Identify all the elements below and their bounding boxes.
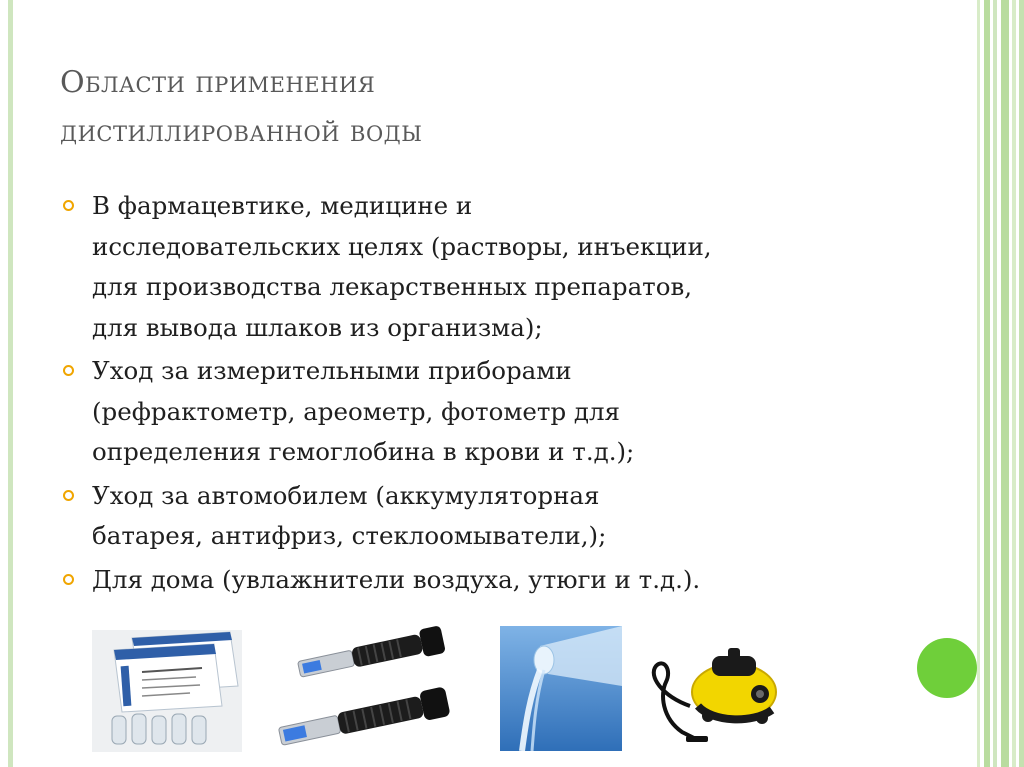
- right-stripe: [977, 0, 980, 767]
- slide-title: [60, 58, 940, 156]
- bullet-ring-icon: [63, 200, 74, 211]
- refractometers-icon: [268, 626, 476, 750]
- bullet-line: определения гемоглобина в крови и т.д.);: [92, 437, 635, 466]
- bullet-list: [62, 186, 922, 603]
- bullet-line: Уход за измерительными приборами: [92, 356, 572, 385]
- left-border-bar: [8, 0, 13, 767]
- refractometer-photo: [268, 626, 476, 750]
- water-bottle-pouring-icon: [500, 626, 622, 751]
- water-pouring-photo: [500, 626, 622, 751]
- bullet-item-pharmacy: [62, 186, 922, 348]
- bullet-line: (рефрактометр, ареометр, фотометр для: [92, 396, 621, 426]
- bullet-line: Уход за автомобилем (аккумуляторная: [92, 480, 600, 510]
- distilled-water-ampoules-icon: [92, 630, 242, 752]
- right-stripe: [1012, 0, 1016, 767]
- bullet-item-car: [62, 476, 922, 557]
- right-stripe: [1001, 0, 1009, 767]
- bullet-line: для производства лекарственных препаратов,: [92, 272, 693, 301]
- right-stripe: [993, 0, 997, 767]
- green-circle-decoration: [917, 638, 977, 698]
- bullet-line: для вывода шлаков из организма);: [92, 312, 543, 342]
- ampoules-photo: [92, 630, 242, 752]
- bullet-ring-icon: [63, 365, 74, 376]
- bullet-line: Для дома (увлажнители воздуха, утюги и т.д.).: [92, 564, 701, 594]
- bullet-ring-icon: [63, 574, 74, 585]
- bullet-item-instruments: [62, 351, 922, 473]
- bullet-ring-icon: [63, 490, 74, 501]
- bullet-line: батарея, антифриз, стеклоомыватели,);: [92, 521, 607, 550]
- steam-cleaner-icon: [642, 636, 782, 746]
- bullet-item-home: [62, 560, 922, 601]
- bullet-line: В фармацевтике, медицине и: [92, 191, 473, 220]
- title-line-1: Области применения: [60, 65, 376, 100]
- steam-cleaner-photo: [642, 636, 782, 746]
- bullet-line: исследовательских целях (растворы, инъекции,: [92, 231, 712, 261]
- title-line-2: дистиллированной воды: [60, 114, 423, 149]
- right-stripe: [984, 0, 990, 767]
- right-stripe: [1019, 0, 1024, 767]
